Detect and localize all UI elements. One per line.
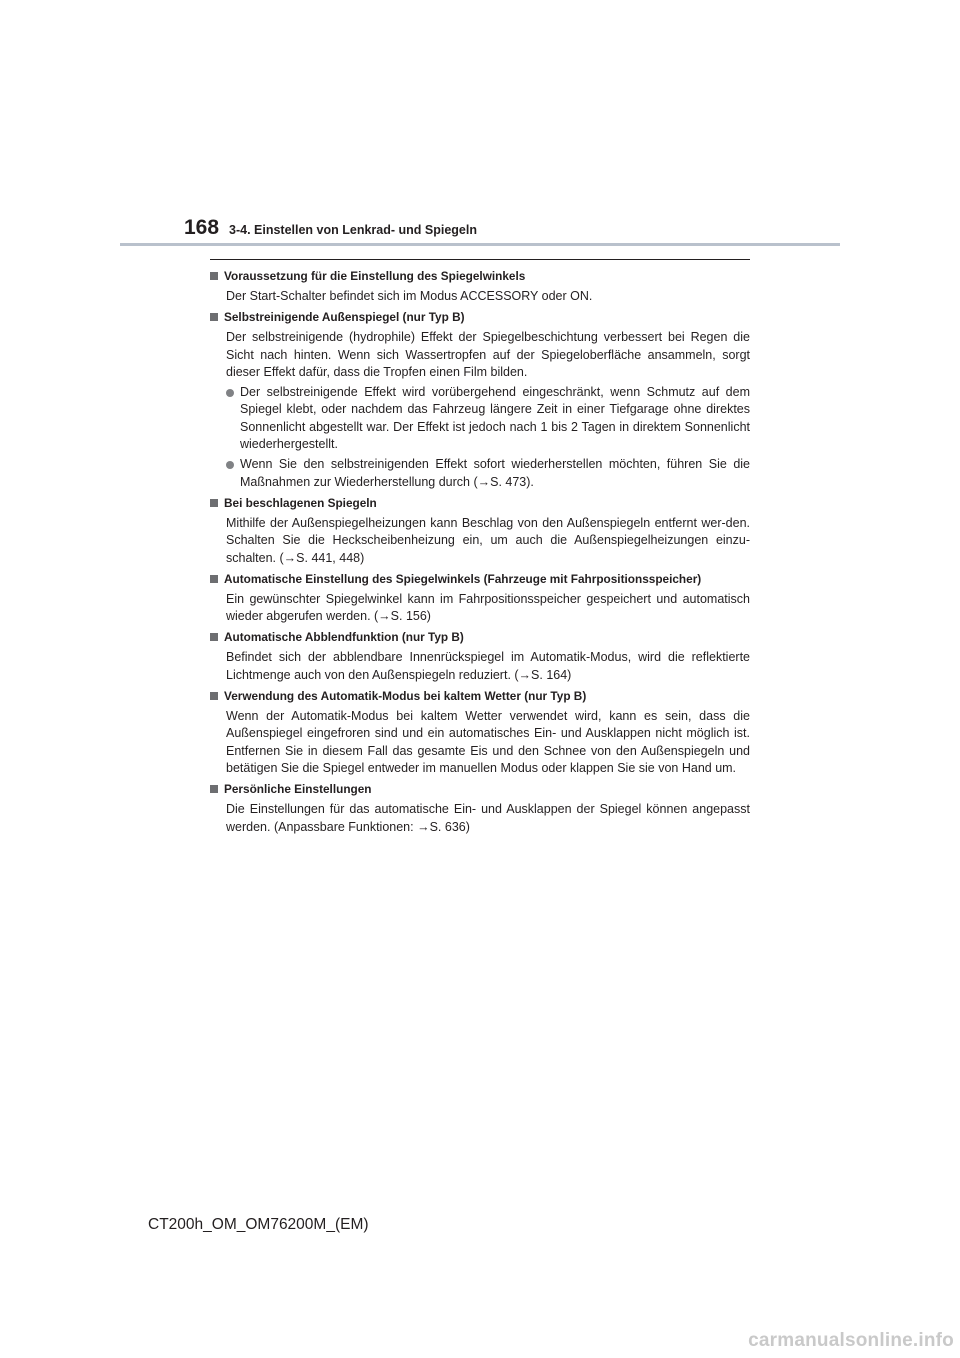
- section-automatic-mirror-angle: [210, 571, 750, 626]
- square-bullet-icon: [210, 692, 218, 700]
- section-body: Mithilfe der Außenspiegelheizungen kann Beschlag von den Außenspiegeln entfernt wer-den. Schalten Sie die Heckscheibenheizung ein, um auch die Außenspiegelheizungen einzu-schalten. (→S. 441, 448): [226, 515, 750, 565]
- circle-bullet-icon: [226, 389, 234, 397]
- section-body: Ein gewünschter Spiegelwinkel kann im Fahrpositionsspeicher gespeichert und automatisch wieder abgerufen werden. (→S. 156): [226, 591, 750, 624]
- section-auto-dimming: [210, 629, 750, 684]
- section-personal-settings: [210, 781, 750, 836]
- bullet-item: [226, 456, 750, 491]
- square-bullet-icon: [210, 785, 218, 793]
- section-body: Der selbstreinigende (hydrophile) Effekt der Spiegelbeschichtung verbessert bei Regen die Sicht nach hinten. Wenn sich Wassertropfen auf der Spiegeloberfläche ansammeln, sorgt dieser Effekt dafür, dass die Tropfen einen Film bilden.: [226, 330, 750, 379]
- section-self-cleaning-mirrors: [210, 309, 750, 491]
- section-heading: [210, 629, 750, 646]
- section-heading-text: Bei beschlagenen Spiegeln: [224, 495, 377, 510]
- bullet-item: [226, 384, 750, 453]
- section-fogged-mirrors: [210, 495, 750, 567]
- section-heading: [210, 781, 750, 798]
- section-heading: [210, 309, 750, 326]
- section-body: Befindet sich der abblendbare Innenrückspiegel im Automatik-Modus, wird die reflektierte Lichtmenge auch von den Außenspiegeln reduziert. (→S. 164): [226, 650, 750, 682]
- square-bullet-icon: [210, 272, 218, 280]
- section-mirror-angle-requirement: [210, 268, 750, 305]
- section-heading-text: Persönliche Einstellungen: [224, 782, 372, 797]
- watermark-link[interactable]: carmanualsonline.info: [748, 1330, 954, 1351]
- section-body: Der Start-Schalter befindet sich im Modus ACCESSORY oder ON.: [226, 289, 593, 303]
- section-heading-text: Automatische Abblendfunktion (nur Typ B): [224, 630, 464, 645]
- section-heading-text: Verwendung des Automatik-Modus bei kaltem Wetter (nur Typ B): [224, 689, 587, 704]
- section-heading-text: Voraussetzung für die Einstellung des Spiegelwinkels: [224, 269, 526, 283]
- section-body: Wenn der Automatik-Modus bei kaltem Wetter verwendet wird, kann es sein, dass die Außenspiegel eingefroren sind und ein automatisches Ein- und Ausklappen nicht möglich ist. Entfernen Sie in diesem Fall das gesamte Eis und den Schnee von den Außenspiegeln und betätigen Sie die Spiegel entweder im manuellen Modus oder klappen Sie sie von Hand um.: [226, 709, 750, 775]
- section-heading: [210, 495, 750, 512]
- section-heading-text: Automatische Einstellung des Spiegelwinkels (Fahrzeuge mit Fahrpositionsspeicher): [224, 571, 702, 586]
- footer-document-code: CT200h_OM_OM76200M_(EM): [148, 1216, 369, 1233]
- circle-bullet-icon: [226, 461, 234, 469]
- section-body: Die Einstellungen für das automatische Ein- und Ausklappen der Spiegel können angepasst werden. (Anpassbare Funktionen: →S. 636): [226, 802, 750, 834]
- square-bullet-icon: [210, 499, 218, 507]
- section-heading: [210, 571, 750, 588]
- content: [210, 268, 750, 836]
- bullet-text: Der selbstreinigende Effekt wird vorübergehend eingeschränkt, wenn Schmutz auf dem Spiegel klebt, oder nachdem das Fahrzeug längere Zeit in einer Tiefgarage ohne direktes Sonnenlicht abgestellt war. Der Effekt ist jedoch nach 1 bis 2 Tagen in direktem Sonnenlicht wiederhergestellt.: [240, 385, 750, 452]
- chapter-title: 3-4. Einstellen von Lenkrad- und Spiegeln: [229, 223, 477, 237]
- section-heading-text: Selbstreinigende Außenspiegel (nur Typ B): [224, 310, 465, 325]
- square-bullet-icon: [210, 313, 218, 321]
- square-bullet-icon: [210, 575, 218, 583]
- section-heading: [210, 688, 750, 705]
- section-heading: [210, 268, 750, 285]
- section-cold-weather-auto-mode: [210, 688, 750, 777]
- header-rule: [120, 243, 840, 246]
- square-bullet-icon: [210, 633, 218, 641]
- page-number: 168: [184, 216, 220, 239]
- bullet-text: Wenn Sie den selbstreinigenden Effekt sofort wiederherstellen möchten, führen Sie die Maßnahmen zur Wiederherstellung durch (→S. 473).: [240, 457, 750, 489]
- section-rule: [210, 259, 750, 260]
